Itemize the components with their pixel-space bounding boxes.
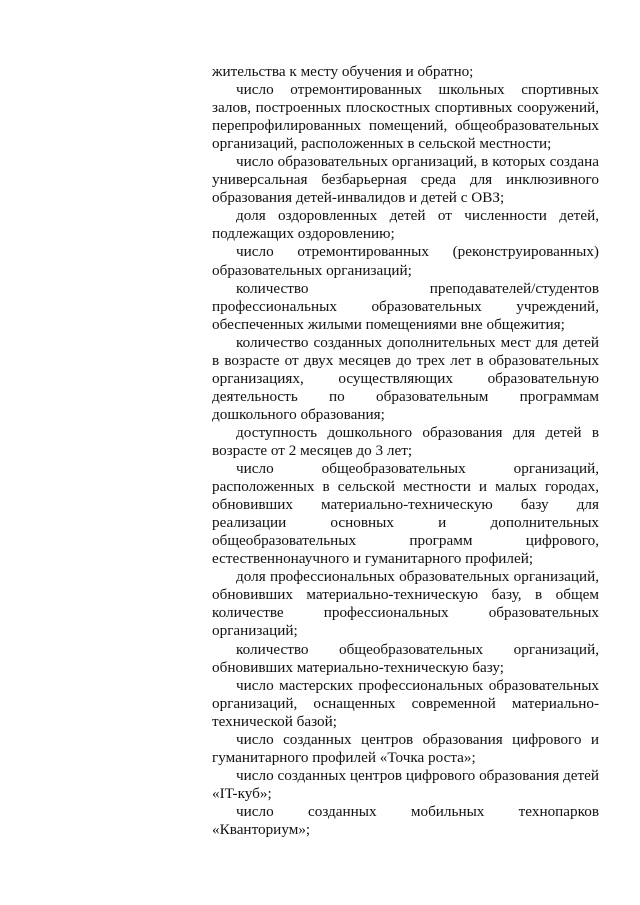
paragraph-barrier-free-environment: число образовательных организаций, в которых создана универсальная безбарьерная среда для инклюзивного образования детей-инвалидов и детей с ОВЗ; xyxy=(212,153,599,207)
paragraph-quantorium: число созданных мобильных технопарков «Кванториум»; xyxy=(212,802,599,838)
paragraph-workshops: число мастерских профессиональных образовательных организаций, оснащенных современной материально-технической базой; xyxy=(212,676,599,730)
paragraph-rural-school-base: число общеобразовательных организаций, расположенных в сельской местности и малых городах, обновивших материально-техническую базу для реализации основных и дополнительных общеобразовательных программ цифрового, естественнонаучного и гуманитарного профилей; xyxy=(212,460,599,568)
paragraph-preschool-places: количество созданных дополнительных мест для детей в возрасте от двух месяцев до трех лет в образовательных организациях, осуществляющих образовательную деятельность по образовательным программам дошкольного образования; xyxy=(212,333,599,423)
paragraph-preschool-access: доступность дошкольного образования для детей в возрасте от 2 месяцев до 3 лет; xyxy=(212,423,599,459)
paragraph-general-school-base: количество общеобразовательных организаций, обновивших материально-техническую базу; xyxy=(212,640,599,676)
paragraph-vocational-share: доля профессиональных образовательных организаций, обновивших материально-техническую базу, в общем количестве профессиональных образовательных организаций; xyxy=(212,568,599,640)
paragraph-teacher-housing: количество преподавателей/студентов профессиональных образовательных учреждений, обеспеченных жилыми помещениями вне общежития; xyxy=(212,279,599,333)
document-body xyxy=(212,63,599,839)
paragraph-renovated-organizations: число отремонтированных (реконструированных) образовательных организаций; xyxy=(212,243,599,279)
paragraph-growth-points: число созданных центров образования цифрового и гуманитарного профилей «Точка роста»; xyxy=(212,730,599,766)
paragraph-health-improvement: доля оздоровленных детей от численности детей, подлежащих оздоровлению; xyxy=(212,207,599,243)
paragraph-sports-halls: число отремонтированных школьных спортивных залов, построенных плоскостных спортивных сооружений, перепрофилированных помещений, общеобразовательных организаций, расположенных в сельской местности; xyxy=(212,81,599,153)
paragraph-it-cube: число созданных центров цифрового образования детей «IT-куб»; xyxy=(212,766,599,802)
paragraph-residence-transport: жительства к месту обучения и обратно; xyxy=(212,63,474,80)
